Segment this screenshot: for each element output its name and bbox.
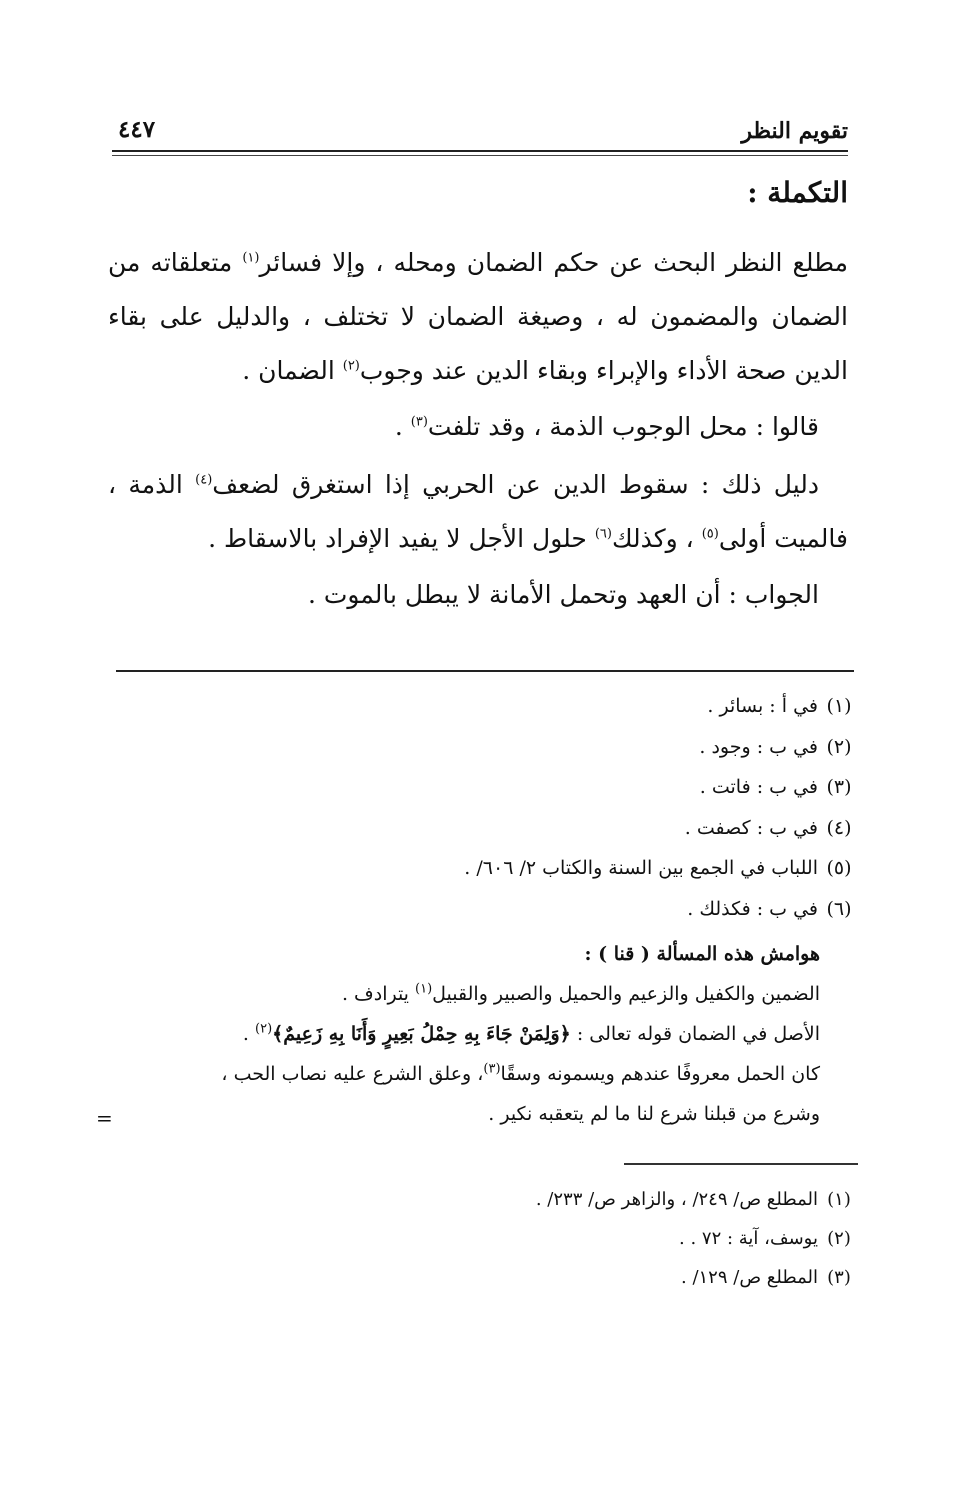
paragraph-3	[108, 458, 848, 566]
paragraph-4: الجواب : أن العهد وتحمل الأمانة لا يبطل بالموت .	[308, 580, 819, 609]
margin-notes-block	[100, 934, 820, 1134]
footnote-text: في ب : وجود .	[699, 735, 818, 758]
footnote-number: (٣)	[827, 1267, 851, 1288]
margin-footnote-ref-3: (٣)	[483, 1061, 501, 1077]
footnotes-list-2	[120, 1180, 860, 1297]
footnote-item	[120, 1180, 860, 1219]
margin-notes-line-2-text-b: .	[242, 1023, 256, 1045]
running-header-title: تقويم النظر	[741, 118, 848, 144]
section-title: التكملة :	[747, 176, 848, 209]
footnote-text: في ب : فاتت .	[699, 776, 818, 798]
footnotes-list	[120, 686, 860, 929]
margin-notes-title: هوامش هذه المسألة ( قنا ) :	[584, 943, 820, 965]
footnote-separator-2	[624, 1163, 858, 1165]
margin-notes-line-1-text-a: الضمين والكفيل والزعيم والحميل والصبير والقبيل	[432, 983, 820, 1005]
footnote-ref-3: (٣)	[410, 414, 428, 430]
footnote-item	[120, 848, 860, 889]
footnote-separator	[116, 670, 854, 672]
footnote-text: اللباب في الجمع بين السنة والكتاب ٢/ ٦٠٦/ .	[464, 857, 818, 879]
margin-notes-line-1-text-b: يترادف .	[341, 983, 416, 1005]
page-number: ٤٤٧	[118, 116, 156, 143]
margin-footnote-ref-2: (٢)	[255, 1021, 273, 1037]
footnote-number: (٢)	[827, 1228, 851, 1249]
footnote-number: (٦)	[826, 897, 852, 920]
paragraph-1-text-a: مطلع النظر البحث عن حكم الضمان ومحله ، وإلا فسائر	[259, 248, 848, 277]
footnote-text: في أ : بسائر .	[707, 695, 818, 717]
margin-notes-line-2-text-a: الأصل في الضمان قوله تعالى :	[570, 1023, 820, 1045]
footnote-ref-2: (٢)	[342, 358, 360, 374]
continuation-mark: =	[96, 1106, 113, 1130]
footnote-text: المطلع ص/ ٢٤٩/ ، والزاهر ص/ ٢٣٣/ .	[535, 1189, 818, 1210]
paragraph-2-text-a: قالوا : محل الوجوب الذمة ، وقد تلفت	[427, 412, 819, 441]
footnote-number: (٣)	[826, 776, 852, 798]
footnote-item	[120, 767, 860, 808]
footnote-item	[120, 808, 860, 849]
paragraph-2-text-b: .	[394, 412, 411, 441]
header-rule-thick	[112, 150, 848, 152]
footnote-number: (٤)	[826, 816, 852, 839]
footnote-number: (٥)	[826, 857, 852, 879]
footnote-text: في ب : كصفت .	[684, 816, 818, 839]
footnote-number: (١)	[826, 695, 852, 717]
footnote-ref-1: (١)	[242, 250, 260, 266]
footnote-ref-6: (٦)	[594, 526, 612, 542]
paragraph-3-text-a: دليل ذلك : سقوط الدين عن الحربي إذا استغرق لضعف	[212, 470, 819, 499]
margin-notes-line-3-text-a: كان الحمل معروفًا عندهم ويسمونه وسقًا	[500, 1063, 820, 1085]
footnote-item	[120, 1219, 860, 1258]
footnote-ref-4: (٤)	[195, 472, 213, 488]
paragraph-3-text-c: ، وكذلك	[611, 524, 702, 553]
footnote-number: (٢)	[826, 735, 852, 758]
margin-notes-line-3	[100, 1054, 820, 1094]
margin-notes-line-4: وشرع من قبلنا شرع لنا ما لم يتعقبه نكير .	[488, 1103, 820, 1125]
margin-footnote-ref-1: (١)	[415, 981, 433, 997]
margin-notes-line-1	[100, 974, 820, 1014]
footnote-item	[120, 889, 860, 930]
quran-quote: ﴿وَلِمَنْ جَاءَ بِهِ حِمْلُ بَعِيرٍ وَأَنَا بِهِ زَعِيمٌ﴾	[272, 1023, 571, 1045]
paragraph-3-text-b: الذمة ، فالميت أولى	[108, 470, 848, 553]
margin-notes-line-3-text-b: ، وعلق الشرع عليه نصاب الحب ،	[221, 1063, 484, 1085]
paragraph-1-text-b: متعلقاته من الضمان والمضمون له ، وصيغة الضمان لا تختلف ، والدليل على بقاء الدين صحة الأداء والإبراء وبقاء الدين عند وجوب	[108, 248, 848, 385]
paragraph-3-text-d: حلول الأجل لا يفيد الإفراد بالاسقاط .	[208, 524, 595, 553]
footnote-text: في ب : فكذلك .	[687, 897, 818, 920]
footnote-item	[120, 686, 860, 727]
footnote-item	[120, 727, 860, 768]
paragraph-2	[395, 400, 819, 454]
footnote-item	[120, 1258, 860, 1297]
footnote-text: المطلع ص/ ١٢٩/ .	[681, 1267, 818, 1288]
margin-notes-line-2	[100, 1014, 820, 1054]
paragraph-1-text-c: الضمان .	[242, 356, 343, 385]
header-rule-thin	[112, 155, 848, 156]
footnote-ref-5: (٥)	[701, 526, 719, 542]
paragraph-1	[108, 236, 848, 398]
footnote-number: (١)	[827, 1189, 851, 1210]
footnote-text: يوسف، آية : ٧٢ . .	[679, 1228, 818, 1249]
